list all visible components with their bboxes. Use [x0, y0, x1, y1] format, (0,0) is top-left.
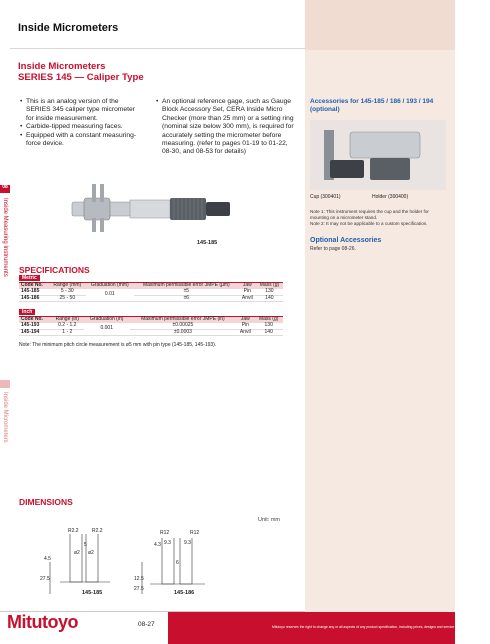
cell-jaw: Pin: [236, 323, 254, 329]
dimensions-unit: Unit: mm: [258, 517, 280, 523]
chapter-number: 08: [2, 184, 8, 190]
table-row: [19, 329, 283, 336]
dim-label: 6: [176, 560, 179, 566]
cell-mass: 140: [254, 329, 283, 336]
accessory-notes: [310, 209, 448, 227]
cell-range: 1 - 2: [51, 329, 84, 336]
product-caption: 145-185: [197, 240, 218, 246]
dimension-caption-a: 145-185: [82, 590, 103, 596]
dim-label: R2.2: [68, 528, 79, 534]
col-jaw: Jaw: [239, 283, 256, 289]
accessory-photo: [310, 120, 446, 190]
col-range: Range (in): [51, 317, 84, 323]
feature-item: • Carbide-tipped measuring faces.: [20, 123, 140, 131]
table-row: [19, 295, 283, 302]
col-jaw: Jaw: [236, 317, 254, 323]
dim-label: 4.5: [44, 556, 51, 562]
accessories-title-line: Accessories for 145-185 / 186 / 193 / 194: [310, 98, 434, 105]
dim-label: R2.2: [92, 528, 103, 534]
cell-error: ±6: [134, 295, 239, 302]
spec-note: Note: The minimum pitch circle measurement is ø5 mm with pin type (145-185, 145-193).: [19, 342, 217, 348]
features-right-list: [156, 98, 296, 157]
col-mass: Mass (g): [256, 283, 283, 289]
holder-caption: Holder (300400): [372, 194, 409, 200]
cell-mass: 130: [256, 289, 283, 295]
col-range: Range (mm): [49, 283, 86, 289]
dim-label: 27.5: [134, 586, 144, 592]
cell-jaw: Pin: [239, 289, 256, 295]
cell-code: 145-186: [19, 295, 49, 302]
cell-error: ±0.00025: [130, 323, 237, 329]
brand-logo: Mitutoyo: [7, 612, 78, 632]
cell-jaw: Anvil: [239, 295, 256, 302]
feature-item: • Equipped with a constant measuring-force device.: [20, 132, 140, 149]
dim-label: R12: [160, 530, 170, 536]
dimension-caption-b: 145-186: [174, 590, 195, 596]
cup-caption: Cup (300401): [310, 194, 341, 200]
metric-spec-table: [19, 282, 283, 302]
metric-tag: Metric: [19, 275, 40, 281]
dim-label: 4.3: [154, 542, 161, 548]
col-error: Maximum permissible error JMPE (µm): [134, 283, 239, 289]
features-left-list: [20, 98, 140, 148]
cell-mass: 140: [256, 295, 283, 302]
note-2: Note 2: It may not be applicable to a custom specification.: [310, 221, 428, 226]
note-1: Note 1: This instrument requires the cup and the holder for mounting on a micrometer stand.: [310, 209, 429, 220]
dim-label: 12.5: [134, 576, 144, 582]
cell-mass: 130: [254, 323, 283, 329]
col-code: Code No.: [19, 317, 51, 323]
col-code: Code No.: [19, 283, 49, 289]
col-error: Maximum permissible error JMPE (in): [130, 317, 237, 323]
dim-label: ø2: [88, 550, 94, 556]
cell-code: 145-194: [19, 329, 51, 336]
col-graduation: Graduation (mm): [86, 283, 134, 289]
dim-label: 9.3: [184, 540, 191, 546]
inch-spec-table: [19, 316, 283, 336]
dim-label: 5: [84, 542, 87, 548]
cell-graduation: 0.001: [84, 323, 130, 336]
header-divider: [10, 48, 305, 49]
dimension-drawing: [30, 522, 275, 602]
cell-code: 145-193: [19, 323, 51, 329]
cell-code: 145-185: [19, 289, 49, 295]
specifications-title: SPECIFICATIONS: [19, 265, 90, 275]
section-title-line1: Inside Micrometers: [18, 61, 106, 72]
page-header-title: Inside Micrometers: [18, 22, 119, 34]
page-number: 08-27: [138, 621, 155, 628]
dim-label: ø2: [74, 550, 80, 556]
dim-label: 9.3: [164, 540, 171, 546]
dimensions-title: DIMENSIONS: [19, 497, 73, 507]
feature-item: • This is an analog version of the SERIES 345 caliper type micrometer for inside measurement.: [20, 98, 140, 123]
right-top-block: [305, 0, 455, 50]
cell-error: ±0.0003: [130, 329, 237, 336]
side-tab-label[interactable]: Inside Measuring Instruments: [2, 198, 8, 277]
right-column: [305, 0, 455, 644]
cell-range: 25 - 50: [49, 295, 86, 302]
inch-tag: Inch: [19, 309, 35, 315]
col-mass: Mass (g): [254, 317, 283, 323]
cell-jaw: Anvil: [236, 329, 254, 336]
optional-accessories-title: Optional Accessories: [310, 237, 382, 244]
cell-error: ±5: [134, 289, 239, 295]
accessories-subtitle: (optional): [310, 105, 340, 113]
dim-label: 27.5: [40, 576, 50, 582]
footer-disclaimer: Mitutoyo reserves the right to change any or all aspects of any product specification, including prices, designs and service content, without notice.: [272, 625, 490, 629]
dim-label: R12: [190, 530, 200, 536]
cell-graduation: 0.01: [86, 289, 134, 302]
optional-accessories-ref[interactable]: Refer to page 08-26.: [310, 246, 356, 252]
cell-range: 5 - 30: [49, 289, 86, 295]
section-title-line2: SERIES 145 — Caliper Type: [18, 72, 144, 83]
col-graduation: Graduation (in): [84, 317, 130, 323]
side-tab-label-2[interactable]: Inside Micrometers: [2, 392, 8, 443]
product-photo: [70, 178, 240, 242]
cell-range: 0.2 - 1.2: [51, 323, 84, 329]
feature-item: • An optional reference gage, such as Gauge Block Accessory Set, CERA Inside Micro Checker (more than 25 mm) or a setting ring (nominal size below 300 mm), is required for accurately setting the micrometer before measuring. (refer to pages 01-19 to 01-22, 08-30, and 08-53 for details): [156, 98, 296, 157]
side-tab-marker-2[interactable]: [0, 380, 10, 388]
section-title: [18, 61, 144, 83]
accessories-title: [310, 98, 433, 113]
